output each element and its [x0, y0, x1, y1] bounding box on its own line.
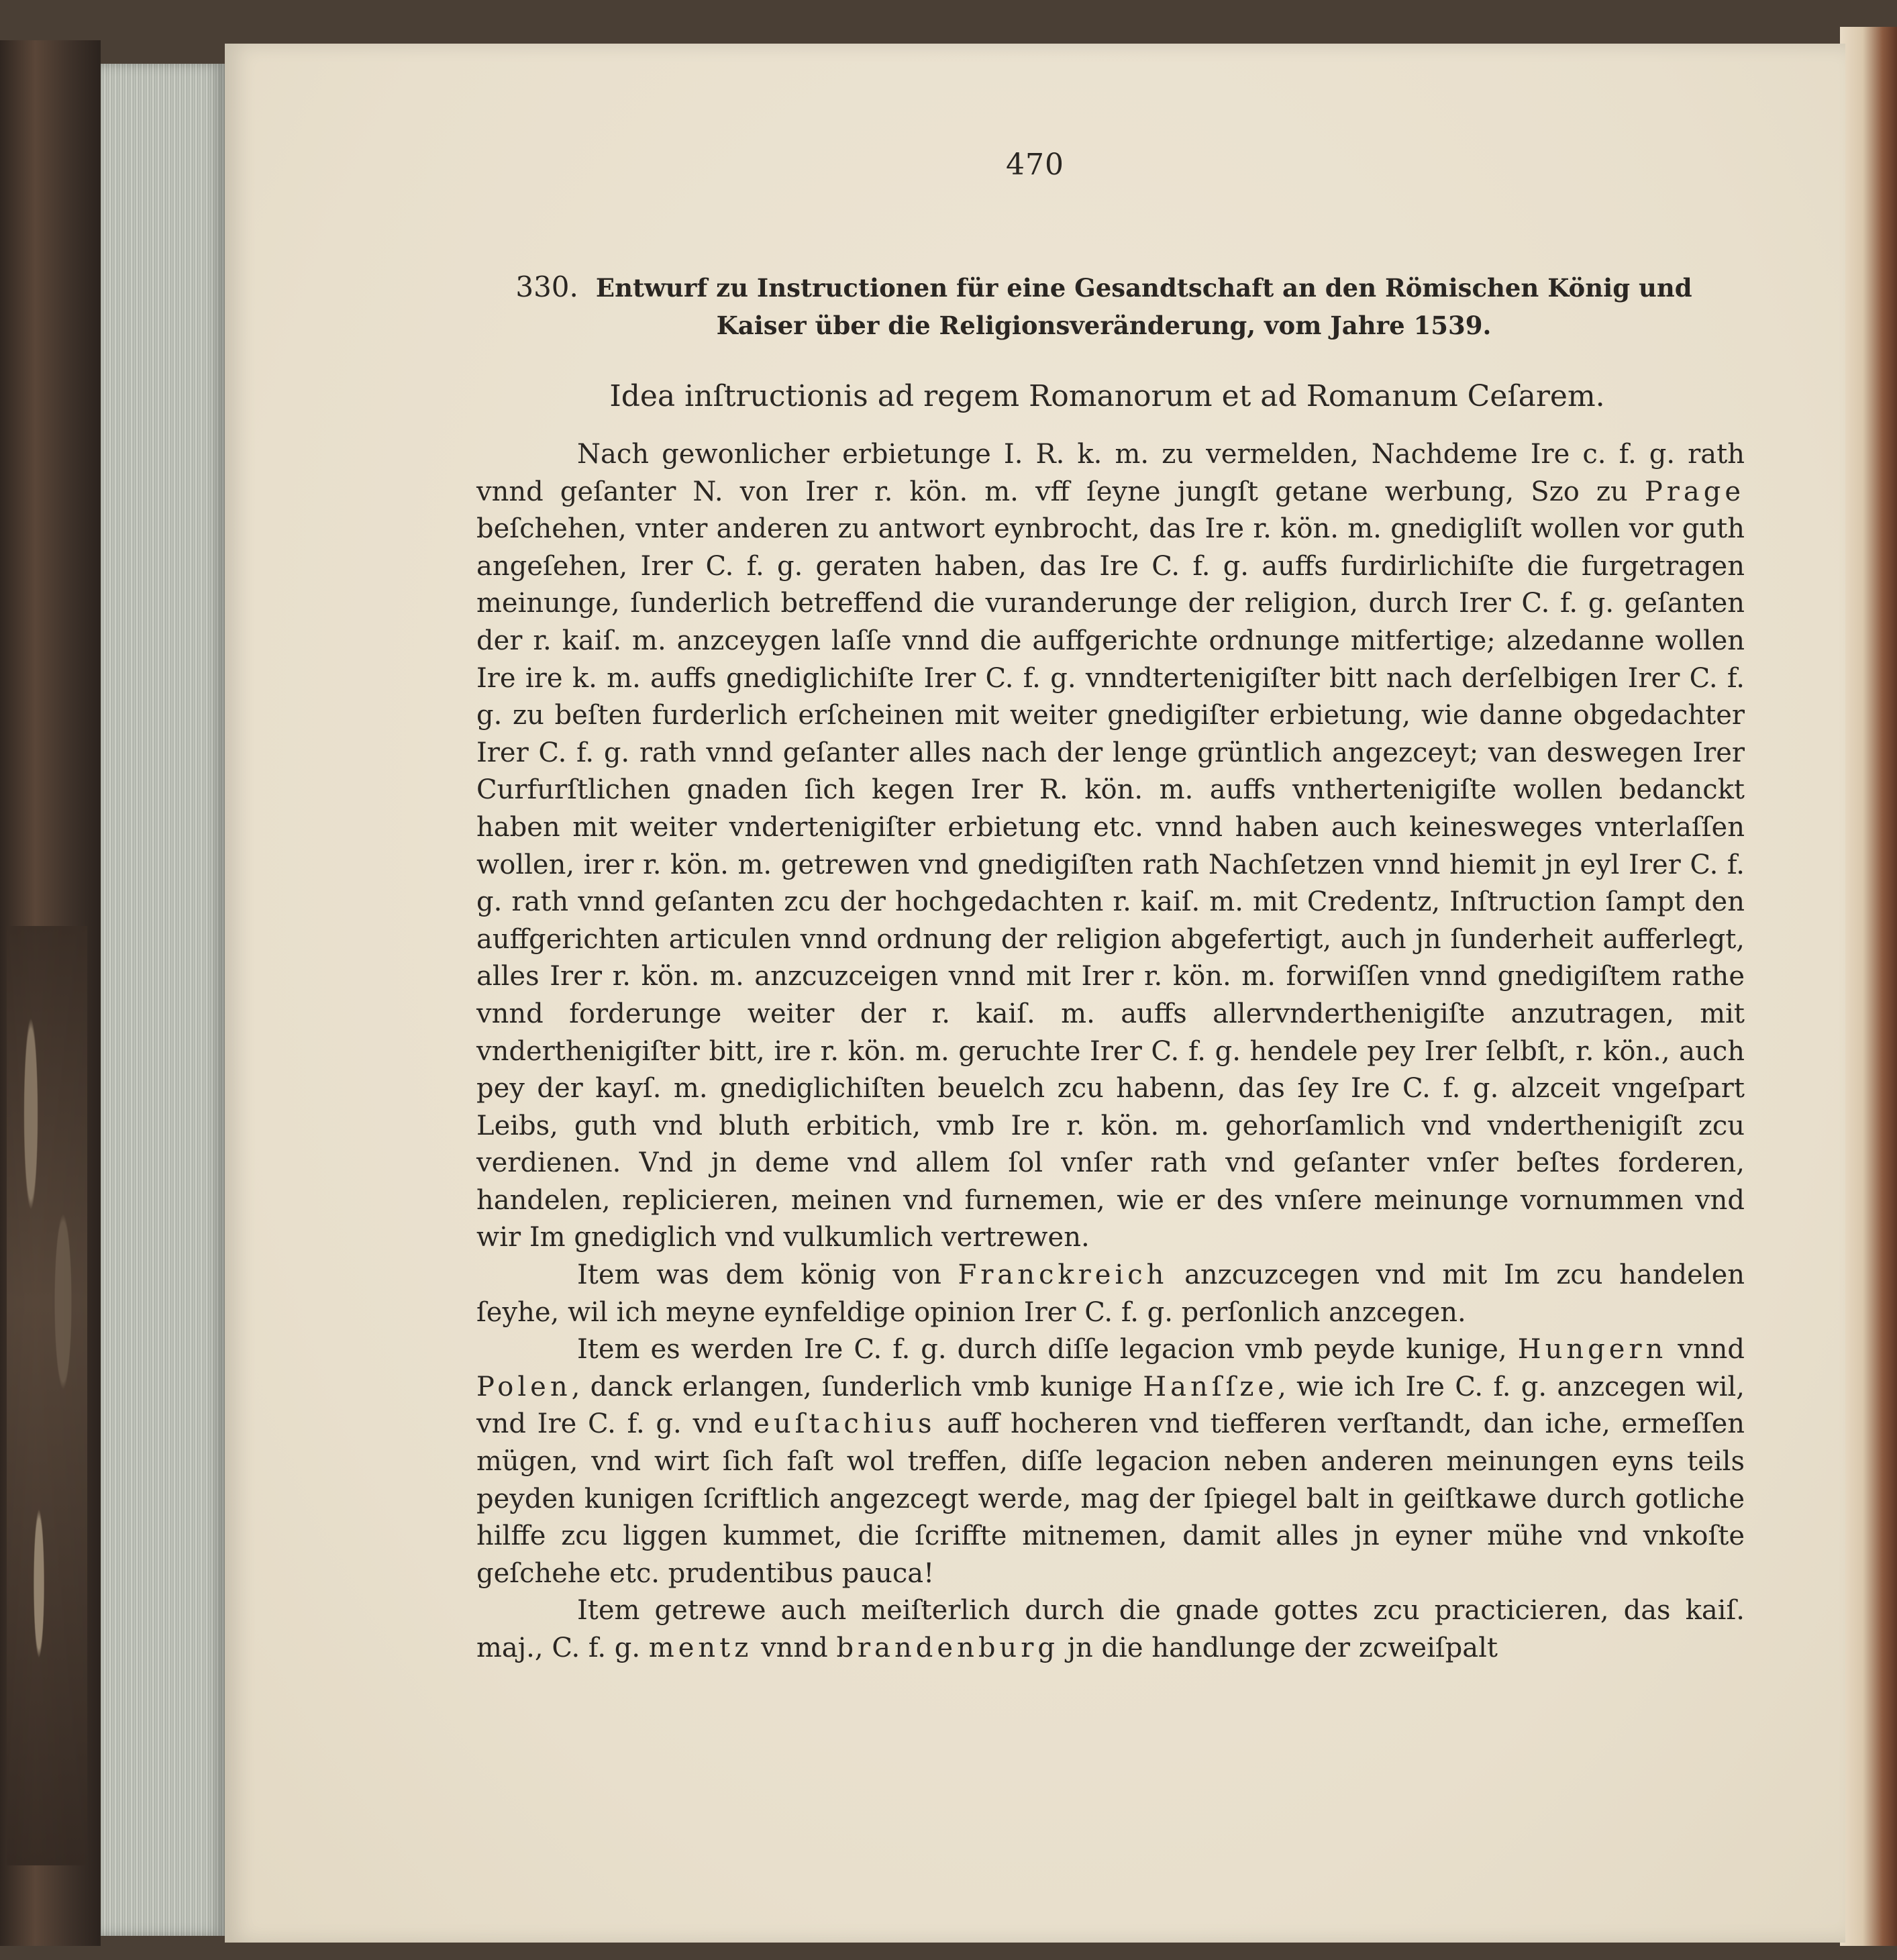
text-segment: anzcuzcegen vnd mit Im zcu handelen ſeyhe, wil ich meyne eynfeldige opinion Irer C. f. g. perſonlich anzcegen.	[476, 1259, 1745, 1328]
text-segment: auff hocheren vnd tiefferen verſtandt, dan iche, ermeſſen mügen, vnd wirt ſich faſt wol treffen, diſſe legacion neben anderen meinungen eyns teils peyden kunigen ſcriftlich angezcegt werde, mag der ſpiegel balt in geiſtkawe durch gotliche hilffe zcu liggen kummet, die ſcriffte mitnemen, damit alles jn eyner mühe vnd vnkoſte geſchehe etc. prudentibus pauca!	[476, 1408, 1745, 1589]
paragraph	[476, 1331, 1745, 1592]
marbled-board	[7, 926, 87, 1865]
text-segment: Nach gewonlicher erbietunge I. R. k. m. zu vermelden, Nachdeme Ire c. f. g. rath vnnd geſanter N. von Irer r. kön. m. vff ſeyne jungſt getane werbung, Szo zu	[476, 439, 1745, 507]
text-segment: , danck erlangen, ſunderlich vmb kunige	[571, 1371, 1143, 1402]
paragraph	[476, 1592, 1745, 1667]
text-segment: , wie ich Ire C. f. g. anzcegen wil, vnd Ire C. f. g. vnd	[476, 1371, 1745, 1440]
document-number: 330.	[515, 270, 578, 303]
spaced-name: Polen	[476, 1371, 572, 1402]
spaced-name: Hanſſze	[1143, 1371, 1278, 1402]
spaced-name: mentz	[648, 1633, 753, 1663]
text-segment: Item was dem könig von	[577, 1259, 958, 1291]
document-title: Entwurf zu Instructionen für eine Gesandtschaft an den Römischen König und Kaiser über die Religionsveränderung, vom Jahre 1539.	[595, 273, 1692, 340]
spaced-name: euſtachius	[754, 1408, 936, 1440]
book-cover-left	[0, 40, 101, 1946]
page-number: 470	[1006, 148, 1064, 182]
spaced-name: Hungern	[1517, 1334, 1668, 1365]
page-edges	[101, 64, 225, 1936]
spaced-name: Prage	[1644, 476, 1745, 507]
document-heading	[493, 268, 1714, 344]
spaced-name: brandenburg	[836, 1633, 1059, 1663]
paragraph	[476, 436, 1745, 1257]
book-page	[225, 44, 1845, 1943]
text-segment: Item getrewe auch meiſterlich durch die gnade gottes zcu practicieren, das kaiſ. maj., C. f. g.	[476, 1595, 1745, 1663]
body-text	[476, 436, 1745, 1667]
facing-page-edge	[1840, 27, 1897, 1946]
paragraph	[476, 1257, 1745, 1331]
text-segment: jn die handlunge der zcweiſpalt	[1058, 1633, 1498, 1663]
text-segment: Item es werden Ire C. f. g. durch diſſe legacion vmb peyde kunige,	[577, 1334, 1518, 1365]
spaced-name: Franckreich	[958, 1259, 1168, 1291]
document-subtitle: Idea inſtructionis ad regem Romanorum et ad Romanum Ceſarem.	[609, 379, 1605, 413]
text-segment: vnnd	[1667, 1334, 1745, 1365]
text-segment: beſchehen, vnter anderen zu antwort eynbrocht, das Ire r. kön. m. gnedigliſt wollen vor guth angeſehen, Irer C. f. g. geraten haben, das Ire C. f. g. auffs furdirlichiſte die furgetragen meinunge, ſunderlich betreffend die vuranderunge der religion, durch Irer C. f. g. geſanten der r. kaiſ. m. anzceygen laſſe vnnd die auffgerichte ordnunge mitfertige; alzedanne wollen Ire ire k. m. auffs gnediglichiſte Irer C. f. g. vnndtertenigiſter bitt nach derſelbigen Irer C. f. g. zu beſten furderlich erſcheinen mit weiter gnedigiſter erbietung, wie danne obgedachter Irer C. f. g. rath vnnd geſanter alles nach der lenge grüntlich angezceyt; van deswegen Irer Curfurſtlichen gnaden ſich kegen Irer R. kön. m. auffs vnthertenigiſte wollen bedanckt haben mit weiter vndertenigiſter erbietung etc. vnnd haben auch keinesweges vnterlaſſen wollen, irer r. kön. m. getrewen vnd gnedigiſten rath Nachſetzen vnnd hiemit jn eyl Irer C. f. g. rath vnnd geſanten zcu der hochgedachten r. kaiſ. m. mit Credentz, Inſtruction ſampt den auffgerichten articulen vnnd ordnung der religion abgefertigt, auch jn ſunderheit aufferlegt, alles Irer r. kön. m. anzcuzceigen vnnd mit Irer r. kön. m. forwiſſen vnnd gnedigiſtem rathe vnnd forderunge weiter der r. kaiſ. m. auffs allervnderthenigiſte anzutragen, mit vnderthenigiſter bitt, ire r. kön. m. geruchte Irer C. f. g. hendele pey Irer ſelbſt, r. kön., auch pey der kayſ. m. gnediglichiſten beuelch zcu habenn, das ſey Ire C. f. g. alzceit vngeſpart Leibs, guth vnd bluth erbitich, vmb Ire r. kön. m. gehorſamlich vnd vnderthenigiſt zcu verdienen. Vnd jn deme vnd allem ſol vnſer rath vnd geſanter vnſer beſtes forderen, handelen, replicieren, meinen vnd furnemen, wie er des vnſere meinunge vornummen vnd wir Im gnediglich vnd vulkumlich vertrewen.	[476, 513, 1745, 1253]
text-segment: vnnd	[752, 1633, 837, 1663]
